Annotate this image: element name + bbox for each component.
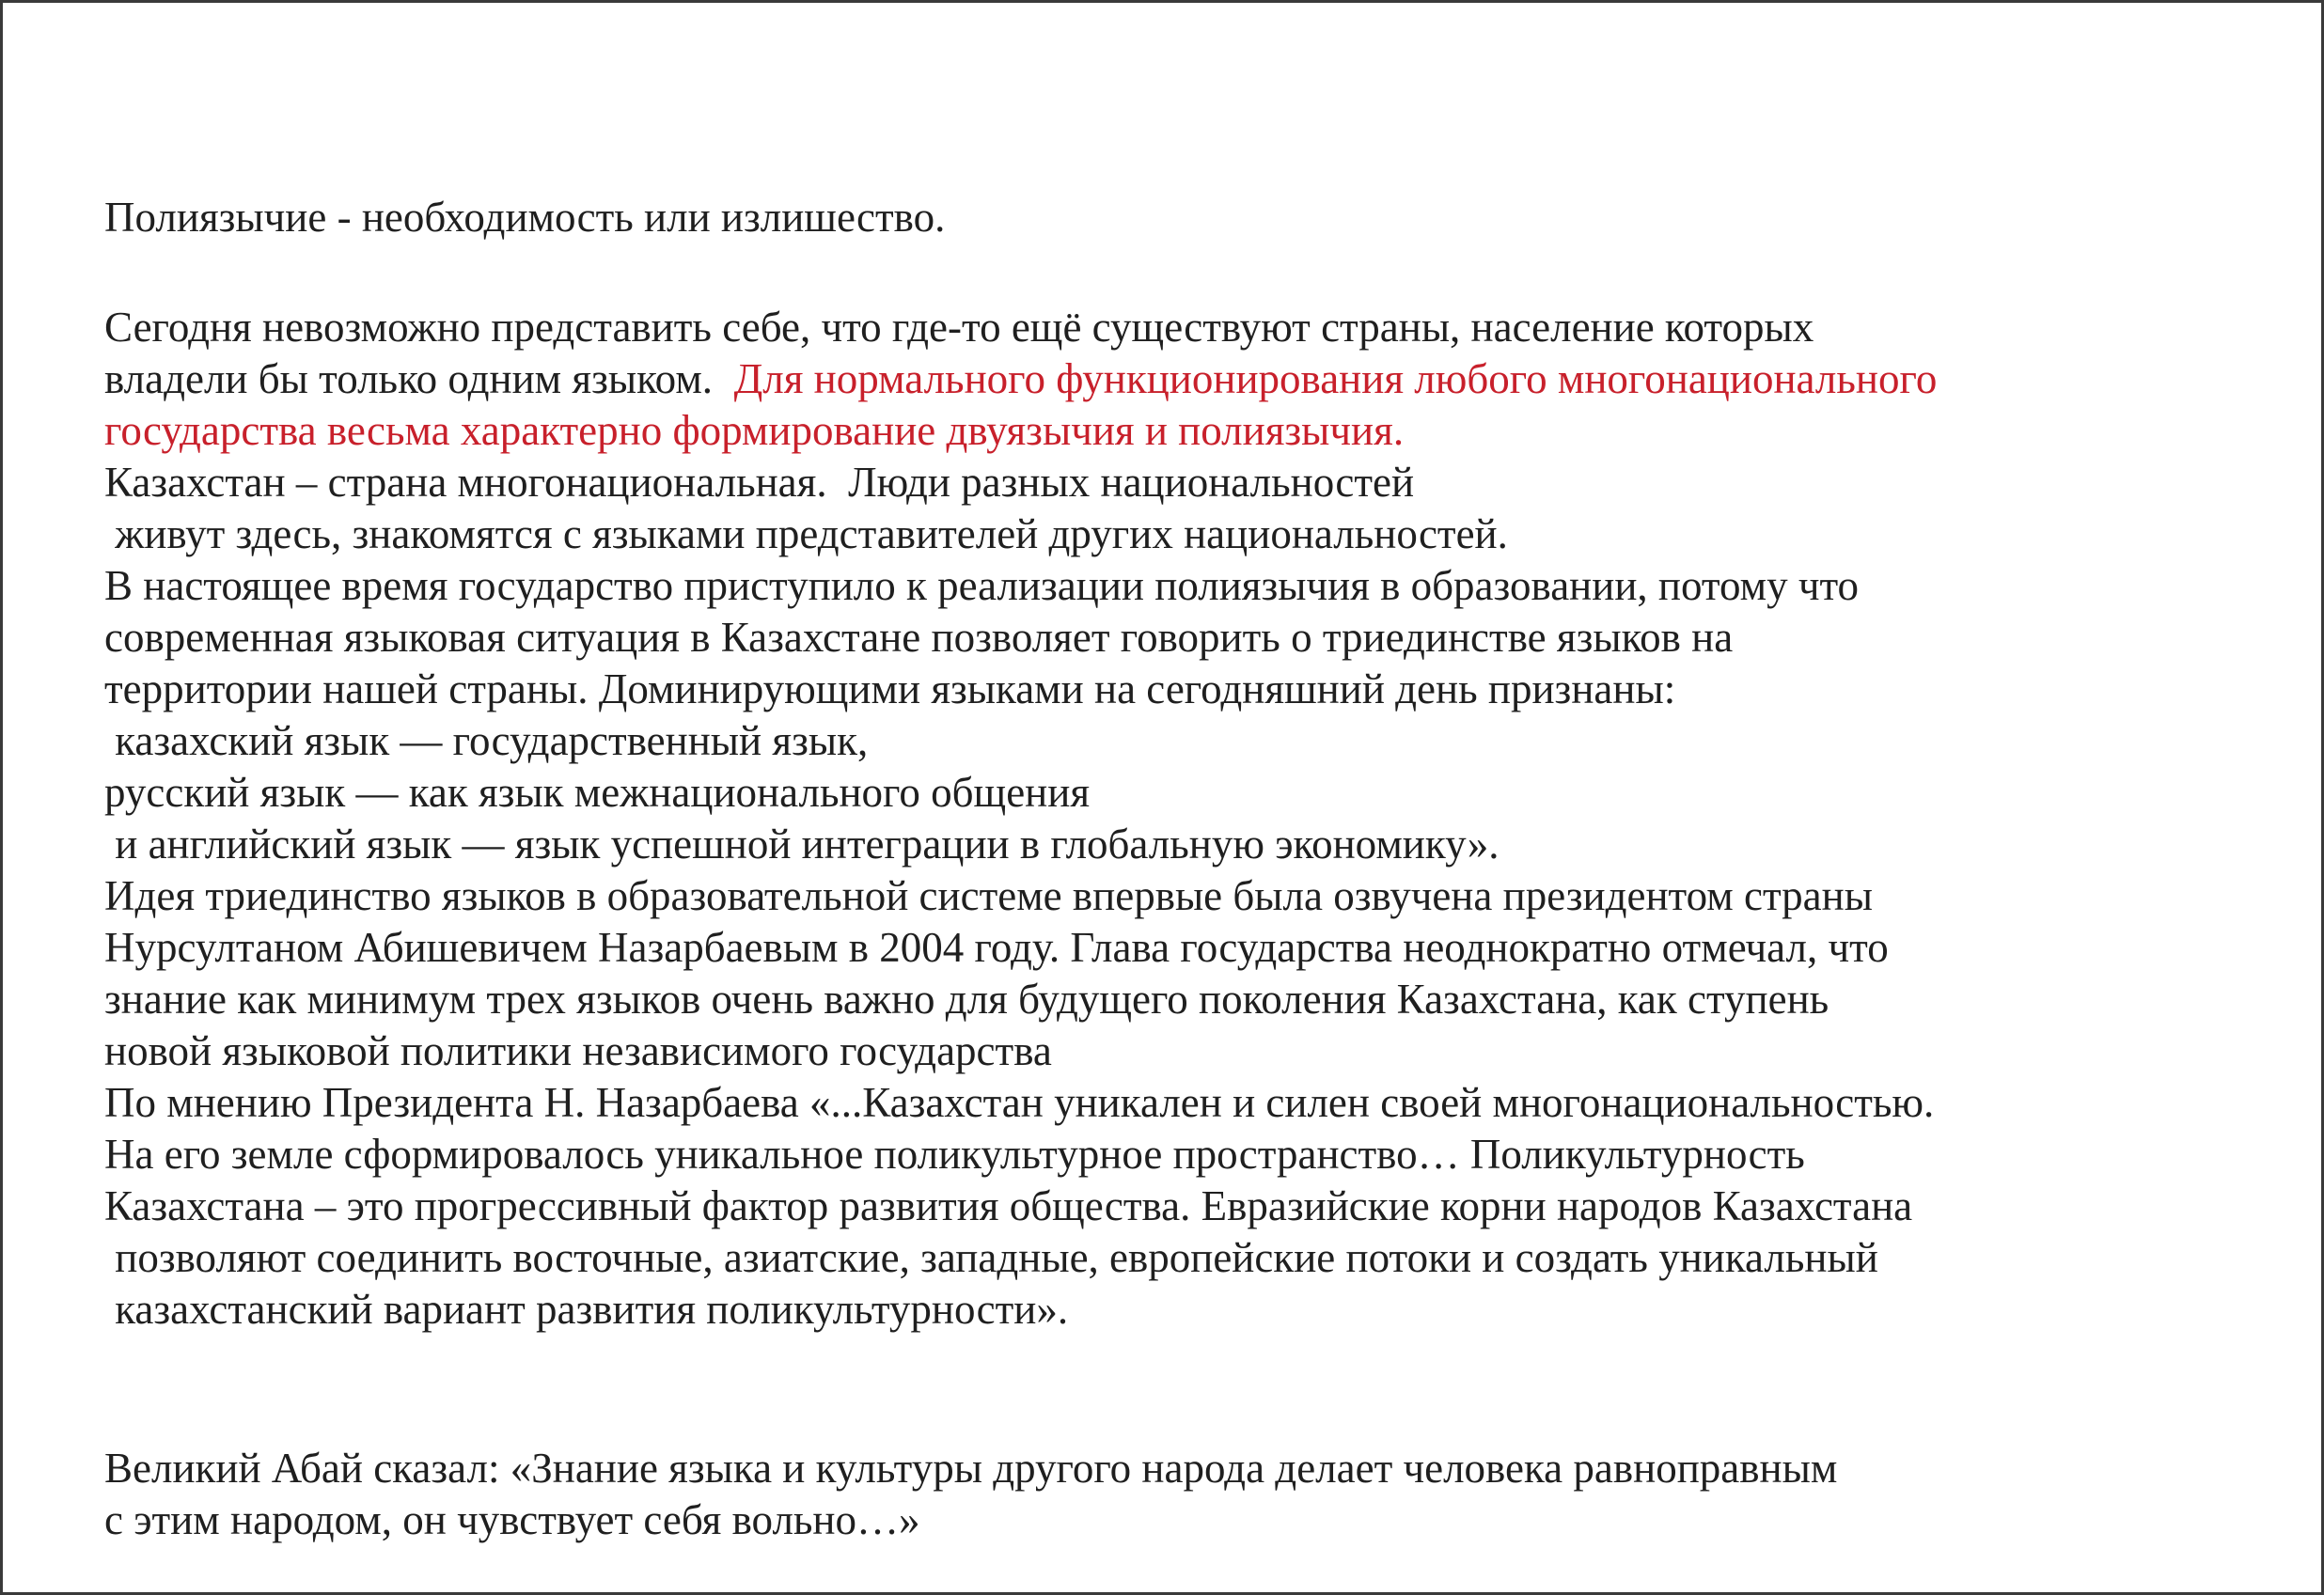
- paragraph-1-line-2-plain: владели бы только одним языком.: [104, 355, 724, 402]
- paragraph-5-line-3: Казахстана – это прогрессивный фактор развития общества. Евразийские корни народов Казахстана: [104, 1182, 1913, 1229]
- paragraph-3-line-1: В настоящее время государство приступило к реализации полиязычия в образовании, потому что: [104, 562, 1860, 609]
- quote-line-2: с этим народом, он чувствует себя вольно…»: [104, 1496, 920, 1543]
- paragraph-3-line-4: казахский язык — государственный язык,: [104, 717, 869, 764]
- paragraph-4-line-1: Идея триединство языков в образовательной системе впервые была озвучена президентом страны: [104, 872, 1873, 919]
- highlighted-text-line-2: государства весьма характерно формирование двуязычия и полиязычия.: [104, 407, 1405, 454]
- paragraph-3-line-3: территории нашей страны. Доминирующими языками на сегодняшний день признаны:: [104, 665, 1676, 712]
- paragraph-4-line-4: новой языковой политики независимого государства: [104, 1027, 1052, 1074]
- quote-block: [104, 1443, 1837, 1546]
- highlighted-text: Для нормального функционирования любого многонационального: [723, 355, 1938, 402]
- paragraph-5-line-1: По мнению Президента Н. Назарбаева «...Казахстан уникален и силен своей многонациональностью.: [104, 1079, 1935, 1126]
- paragraph-5-line-2: На его земле сформировалось уникальное поликультурное пространство… Поликультурность: [104, 1131, 1805, 1178]
- paragraph-1-line-1: Сегодня невозможно представить себе, что где-то ещё существуют страны, население которых: [104, 304, 1814, 351]
- paragraph-4-line-3: знание как минимум трех языков очень важно для будущего поколения Казахстана, как ступень: [104, 976, 1829, 1023]
- paragraph-2-line-1: Казахстан – страна многонациональная. Люди разных национальностей: [104, 459, 1415, 506]
- paragraph-2-line-2: живут здесь, знакомятся с языками представителей других национальностей.: [104, 510, 1508, 557]
- title-block: [104, 192, 945, 243]
- document-title: Полиязычие - необходимость или излишество.: [104, 194, 946, 241]
- paragraph-3-line-6: и английский язык — язык успешной интеграции в глобальную экономику».: [104, 821, 1500, 868]
- paragraph-5-line-5: казахстанский вариант развития поликультурности».: [104, 1286, 1069, 1333]
- paragraph-4-line-2: Нурсултаном Абишевичем Назарбаевым в 2004 году. Глава государства неоднократно отмечал, что: [104, 924, 1889, 971]
- paragraph-3-line-5: русский язык — как язык межнационального общения: [104, 769, 1091, 816]
- body-text: [104, 302, 1937, 1336]
- paragraph-1-line-2: [104, 353, 1937, 405]
- paragraph-3-line-2: современная языковая ситуация в Казахстане позволяет говорить о триединстве языков на: [104, 614, 1734, 661]
- paragraph-5-line-4: позволяют соединить восточные, азиатские, западные, европейские потоки и создать уникальный: [104, 1234, 1878, 1281]
- quote-line-1: Великий Абай сказал: «Знание языка и культуры другого народа делает человека равноправным: [104, 1445, 1838, 1492]
